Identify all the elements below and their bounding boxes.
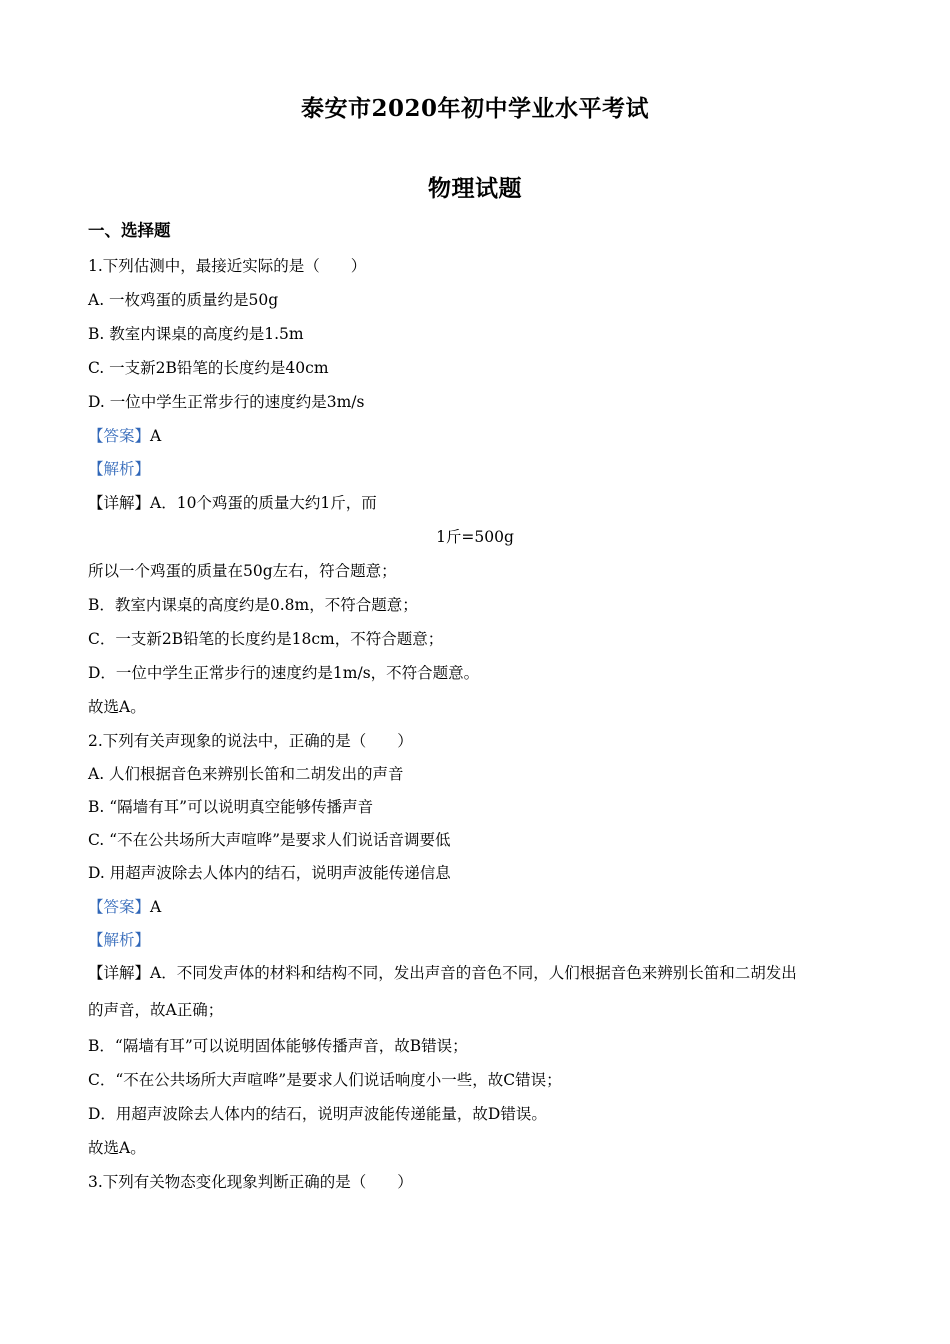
doc-title: 泰安市2020年初中学业水平考试 [300, 95, 649, 122]
q2-conclusion: 故选A。 [88, 1139, 146, 1157]
q2-option-b: B. “隔墙有耳”可以说明真空能够传播声音 [88, 798, 374, 816]
q1-conclusion: 故选A。 [88, 698, 146, 716]
q2-analysis-tag: 【解析】 [88, 931, 151, 949]
q2-detail-line: D．用超声波除去人体内的结石，说明声波能传递能量，故D错误。 [88, 1105, 547, 1123]
q1-option-a: A. 一枚鸡蛋的质量约是50g [88, 291, 279, 309]
detail-text: A．不同发声体的材料和结构不同，发出声音的音色不同，人们根据音色来辨别长笛和二胡发出 [150, 964, 797, 982]
q1-option-c: C. 一支新2B铅笔的长度约是40cm [88, 359, 329, 377]
q2-detail-line [88, 963, 797, 983]
q2-answer [88, 897, 161, 917]
q1-analysis-tag: 【解析】 [88, 460, 151, 478]
q1-option-b: B. 教室内课桌的高度约是1.5m [88, 325, 304, 343]
q1-answer [88, 426, 161, 446]
q2-option-d: D. 用超声波除去人体内的结石，说明声波能传递信息 [88, 864, 451, 882]
q1-detail-line: B．教室内课桌的高度约是0.8m，不符合题意； [88, 596, 418, 614]
q1-detail-line: D．一位中学生正常步行的速度约是1m/s，不符合题意。 [88, 664, 480, 682]
q1-option-d: D. 一位中学生正常步行的速度约是3m/s [88, 393, 365, 411]
q2-detail-line: B．“隔墙有耳”可以说明固体能够传播声音，故B错误； [88, 1037, 468, 1055]
q2-option-c: C. “不在公共场所大声喧哗”是要求人们说话音调要低 [88, 831, 451, 849]
detail-tag: 【详解】 [88, 494, 151, 512]
detail-tag: 【详解】 [88, 964, 151, 982]
q1-equation: 1斤=500g [436, 528, 514, 546]
detail-text: A．10个鸡蛋的质量大约1斤，而 [150, 494, 377, 512]
q1-detail-line [88, 493, 377, 513]
answer-tag: 【答案】 [88, 898, 151, 916]
q2-detail-line: C．“不在公共场所大声喧哗”是要求人们说话响度小一些，故C错误； [88, 1071, 562, 1089]
doc-subtitle: 物理试题 [428, 175, 522, 202]
answer-tag: 【答案】 [88, 427, 151, 445]
answer-value: A [150, 898, 162, 916]
q2-detail-line: 的声音，故A正确； [88, 1001, 224, 1019]
answer-value: A [150, 427, 162, 445]
q2-stem: 2.下列有关声现象的说法中，正确的是（ ） [88, 732, 413, 750]
q3-stem: 3.下列有关物态变化现象判断正确的是（ ） [88, 1173, 413, 1191]
q1-detail-line: 所以一个鸡蛋的质量在50g左右，符合题意； [88, 562, 397, 580]
section-heading: 一、选择题 [88, 221, 171, 240]
q1-stem: 1.下列估测中，最接近实际的是（ ） [88, 257, 367, 275]
q1-detail-line: C．一支新2B铅笔的长度约是18cm，不符合题意； [88, 630, 444, 648]
q2-option-a: A. 人们根据音色来辨别长笛和二胡发出的声音 [88, 765, 404, 783]
